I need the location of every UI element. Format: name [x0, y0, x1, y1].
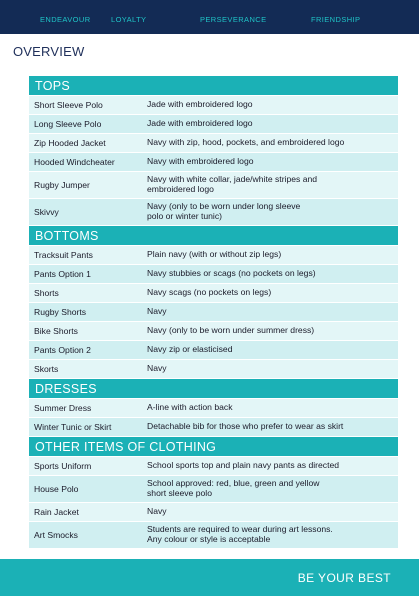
- table-row: [29, 503, 398, 522]
- section-rows: [29, 399, 398, 437]
- item-description: Navy with embroidered logo: [147, 156, 254, 167]
- table-row: [29, 341, 398, 360]
- item-name: Sports Uniform: [34, 461, 92, 471]
- section-heading: BOTTOMS: [29, 226, 398, 246]
- table-row: [29, 134, 398, 153]
- table-row: [29, 115, 398, 134]
- item-name: Winter Tunic or Skirt: [34, 422, 112, 432]
- item-name: Shorts: [34, 288, 59, 298]
- item-description: Navy: [147, 306, 167, 317]
- item-name: Short Sleeve Polo: [34, 100, 103, 110]
- section-rows: [29, 96, 398, 226]
- table-row: [29, 153, 398, 172]
- section-dresses: [29, 379, 398, 437]
- table-row: [29, 172, 398, 199]
- table-row: [29, 418, 398, 437]
- item-description: Navy: [147, 363, 167, 374]
- item-name: House Polo: [34, 484, 79, 494]
- item-description: Students are required to wear during art lessons. Any colour or style is acceptable: [147, 524, 333, 544]
- item-name: Bike Shorts: [34, 326, 78, 336]
- table-row: [29, 284, 398, 303]
- item-name: Pants Option 2: [34, 345, 91, 355]
- item-description: Navy (only to be worn under summer dress): [147, 325, 315, 336]
- table-row: [29, 476, 398, 503]
- value-friendship: FRIENDSHIP: [311, 15, 361, 24]
- table-row: [29, 246, 398, 265]
- section-bottoms: [29, 226, 398, 379]
- table-row: [29, 360, 398, 379]
- footer-tagline: BE YOUR BEST: [297, 571, 391, 585]
- item-name: Skivvy: [34, 207, 59, 217]
- value-endeavour: ENDEAVOUR: [40, 15, 91, 24]
- item-description: Navy: [147, 506, 167, 517]
- table-row: [29, 303, 398, 322]
- item-description: School sports top and plain navy pants as directed: [147, 460, 340, 471]
- header-values-bar: [0, 0, 419, 34]
- table-row: [29, 199, 398, 226]
- uniform-table: [29, 76, 398, 549]
- item-description: Navy scags (no pockets on legs): [147, 287, 272, 298]
- table-row: [29, 522, 398, 549]
- item-name: Pants Option 1: [34, 269, 91, 279]
- item-name: Rugby Jumper: [34, 180, 90, 190]
- item-description: Plain navy (with or without zip legs): [147, 249, 282, 260]
- item-name: Long Sleeve Polo: [34, 119, 102, 129]
- value-loyalty: LOYALTY: [111, 15, 147, 24]
- table-row: [29, 322, 398, 341]
- section-tops: [29, 76, 398, 226]
- section-heading: OTHER ITEMS OF CLOTHING: [29, 437, 398, 457]
- table-row: [29, 399, 398, 418]
- section-other-items: [29, 437, 398, 549]
- item-description: Navy with white collar, jade/white stripes and embroidered logo: [147, 174, 318, 194]
- table-row: [29, 457, 398, 476]
- item-name: Tracksuit Pants: [34, 250, 93, 260]
- item-description: School approved: red, blue, green and yellow short sleeve polo: [147, 478, 320, 498]
- item-name: Zip Hooded Jacket: [34, 138, 106, 148]
- item-description: Navy with zip, hood, pockets, and embroidered logo: [147, 137, 345, 148]
- item-name: Art Smocks: [34, 530, 78, 540]
- section-heading: TOPS: [29, 76, 398, 96]
- item-name: Summer Dress: [34, 403, 92, 413]
- item-name: Rain Jacket: [34, 507, 79, 517]
- item-description: Detachable bib for those who prefer to wear as skirt: [147, 421, 344, 432]
- item-description: A-line with action back: [147, 402, 233, 413]
- item-name: Hooded Windcheater: [34, 157, 115, 167]
- section-rows: [29, 457, 398, 549]
- footer-banner: [0, 559, 419, 596]
- item-description: Navy stubbies or scags (no pockets on legs): [147, 268, 316, 279]
- section-rows: [29, 246, 398, 379]
- item-description: Jade with embroidered logo: [147, 99, 253, 110]
- item-description: Jade with embroidered logo: [147, 118, 253, 129]
- item-description: Navy (only to be worn under long sleeve polo or winter tunic): [147, 201, 301, 221]
- item-name: Rugby Shorts: [34, 307, 87, 317]
- table-row: [29, 96, 398, 115]
- table-row: [29, 265, 398, 284]
- item-name: Skorts: [34, 364, 59, 374]
- item-description: Navy zip or elasticised: [147, 344, 233, 355]
- page-title: OVERVIEW: [13, 44, 85, 59]
- value-perseverance: PERSEVERANCE: [200, 15, 267, 24]
- section-heading: DRESSES: [29, 379, 398, 399]
